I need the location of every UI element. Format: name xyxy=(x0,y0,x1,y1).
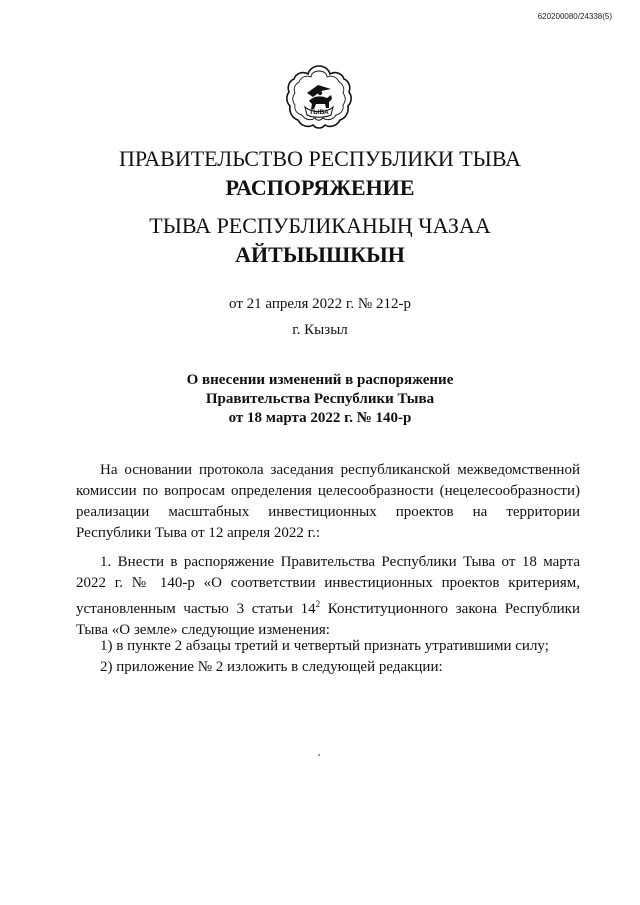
document-id: 620200080/24338(5) xyxy=(537,12,612,21)
order-subject xyxy=(0,371,640,428)
sub-item-2: 2) приложение № 2 изложить в следующей редакции: xyxy=(100,659,443,675)
subject-line-1: О внесении изменений в распоряжение xyxy=(186,372,454,388)
paragraph-item-1-text: 1. Внести в распоряжение Правительства Республики Тыва от 18 марта 2022 г. № 140-р «О соответствии инвестиционных проектов критериям, установленным частью 3 статьи 14 xyxy=(76,554,580,617)
paragraph-basis: На основании протокола заседания республиканской межведомственной комиссии по вопросам определения целесообразности (нецелесообразности) реализации масштабных инвестиционных проектов на территории Республики Тыва от 12 апреля 2022 г.: xyxy=(76,462,580,541)
subject-line-2: Правительства Республики Тыва xyxy=(205,391,435,407)
coat-of-arms xyxy=(285,63,353,131)
paragraph-item-1-text-end: Конституционного закона Республики Тыва «О земле» следующие изменения: xyxy=(76,601,580,638)
paragraph-item-1 xyxy=(76,552,580,641)
order-title-tyva: АЙТЫЫШКЫН xyxy=(235,242,405,267)
order-date-number: от 21 апреля 2022 г. № 212-р xyxy=(229,296,411,312)
sub-item-1: 1) в пункте 2 абзацы третий и четвертый признать утратившими силу; xyxy=(100,638,549,654)
government-title-tyva: ТЫВА РЕСПУБЛИКАНЫҢ ЧАЗАА xyxy=(149,213,491,238)
subject-line-3: от 18 марта 2022 г. № 140-р xyxy=(228,410,412,426)
government-title: ПРАВИТЕЛЬСТВО РЕСПУБЛИКИ ТЫВА xyxy=(118,146,522,171)
emblem-label: ТЫВА xyxy=(309,109,329,116)
order-title: РАСПОРЯЖЕНИЕ xyxy=(225,175,415,200)
city: г. Кызыл xyxy=(292,322,348,338)
superscript: 2 xyxy=(315,599,321,609)
page-mark xyxy=(318,754,320,756)
